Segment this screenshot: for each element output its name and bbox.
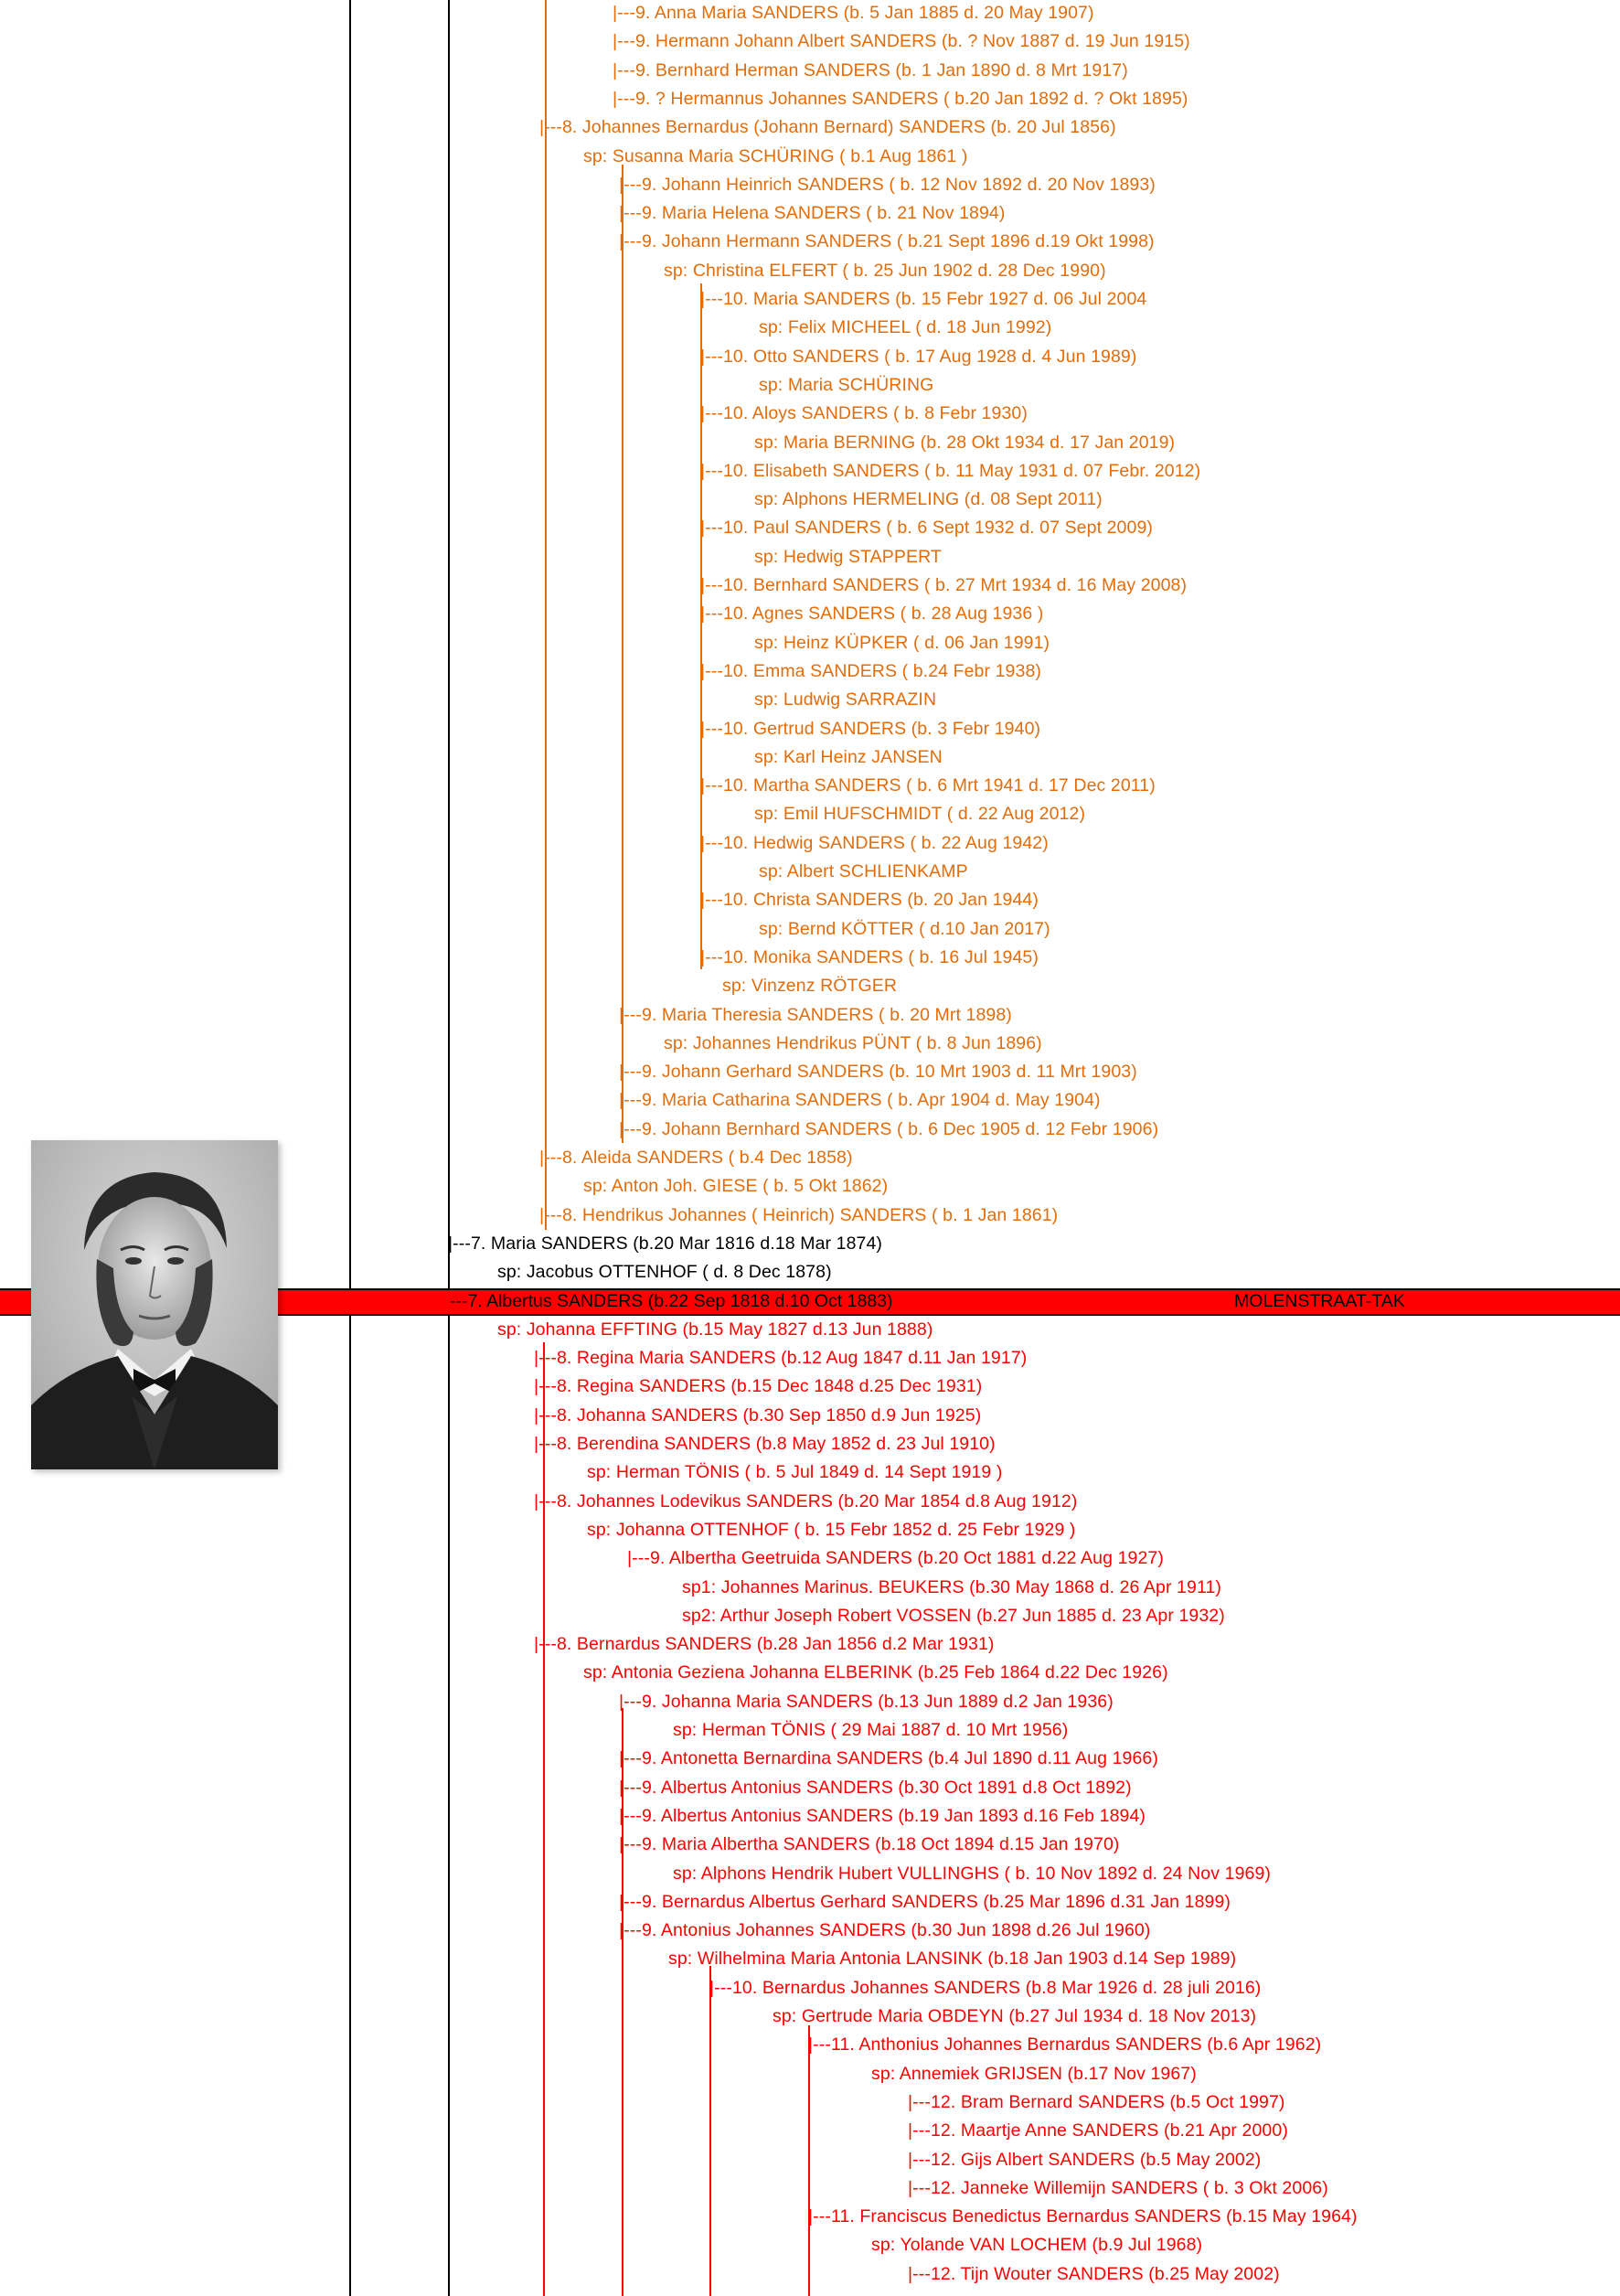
tree-entry: sp: Anton Joh. GIESE ( b. 5 Okt 1862) <box>583 1176 889 1197</box>
connector-line <box>545 0 547 1230</box>
tree-entry: |---9. Bernhard Herman SANDERS (b. 1 Jan 1890 d. 8 Mrt 1917) <box>613 59 1128 80</box>
tree-entry: |---8. Johannes Lodevikus SANDERS (b.20 Mar 1854 d.8 Aug 1912) <box>534 1490 1078 1511</box>
tree-entry: |---9. Johann Heinrich SANDERS ( b. 12 Nov 1892 d. 20 Nov 1893) <box>619 174 1156 195</box>
tree-entry: |---10. Christa SANDERS (b. 20 Jan 1944) <box>700 890 1039 911</box>
tree-entry: |---10. Bernhard SANDERS ( b. 27 Mrt 1934 d. 16 May 2008) <box>700 575 1188 595</box>
tree-entry: sp: Bernd KÖTTER ( d.10 Jan 2017) <box>759 918 1050 939</box>
connector-line <box>808 2053 810 2296</box>
tree-entry: |---9. Maria Albertha SANDERS (b.18 Oct 1894 d.15 Jan 1970) <box>619 1834 1120 1855</box>
tree-entry: sp: Ludwig SARRAZIN <box>754 689 937 710</box>
tree-line-level-5 <box>349 0 351 2296</box>
tree-entry: |---10. Gertrud SANDERS (b. 3 Febr 1940) <box>700 718 1041 739</box>
tree-entry: |---9. Anna Maria SANDERS (b. 5 Jan 1885 d. 20 May 1907) <box>613 3 1094 23</box>
tree-entry: |---10. Martha SANDERS ( b. 6 Mrt 1941 d. 17 Dec 2011) <box>700 775 1156 796</box>
tree-entry: sp: Vinzenz RÖTGER <box>722 976 898 997</box>
tree-entry: |---12. Tijn Wouter SANDERS (b.25 May 2002) <box>908 2263 1280 2284</box>
tree-entry: |---12. Maartje Anne SANDERS (b.21 Apr 2000) <box>908 2120 1288 2141</box>
tree-entry: |---9. Albertus Antonius SANDERS (b.30 Oct 1891 d.8 Oct 1892) <box>619 1777 1132 1798</box>
tree-entry: |---9. Johann Hermann SANDERS ( b.21 Sept 1896 d.19 Okt 1998) <box>619 231 1155 252</box>
highlighted-person: ---7. Albertus SANDERS (b.22 Sep 1818 d.10 Oct 1883) <box>450 1291 893 1311</box>
tree-entry: sp: Yolande VAN LOCHEM (b.9 Jul 1968) <box>871 2235 1203 2256</box>
tree-entry: |---10. Monika SANDERS ( b. 16 Jul 1945) <box>700 946 1039 967</box>
tree-entry: sp2: Arthur Joseph Robert VOSSEN (b.27 Jun 1885 d. 23 Apr 1932) <box>682 1605 1225 1626</box>
tree-entry: |---10. Emma SANDERS ( b.24 Febr 1938) <box>700 660 1041 681</box>
tree-entry: sp: Wilhelmina Maria Antonia LANSINK (b.18 Jan 1903 d.14 Sep 1989) <box>668 1949 1237 1970</box>
tree-entry: |---9. Johanna Maria SANDERS (b.13 Jun 1889 d.2 Jan 1936) <box>619 1691 1114 1712</box>
tree-entry: |---10. Agnes SANDERS ( b. 28 Aug 1936 ) <box>700 603 1044 625</box>
tree-entry: sp: Emil HUFSCHMIDT ( d. 22 Aug 2012) <box>754 804 1086 825</box>
tree-entry: |---8. Berendina SANDERS (b.8 May 1852 d. 23 Jul 1910) <box>534 1434 996 1454</box>
tree-entry: |---7. Maria SANDERS (b.20 Mar 1816 d.18 Mar 1874) <box>448 1233 882 1254</box>
tree-entry: sp: Hedwig STAPPERT <box>754 546 942 567</box>
tree-entry: |---9. Maria Theresia SANDERS ( b. 20 Mrt 1898) <box>619 1004 1012 1025</box>
tree-entry: sp: Herman TÖNIS ( b. 5 Jul 1849 d. 14 Sept 1919 ) <box>587 1462 1003 1483</box>
tree-entry: |---10. Aloys SANDERS ( b. 8 Febr 1930) <box>700 403 1028 424</box>
connector-line <box>622 165 623 1143</box>
connector-line <box>709 1966 711 2296</box>
tree-entry: sp: Maria BERNING (b. 28 Okt 1934 d. 17 Jan 2019) <box>754 432 1176 453</box>
tree-entry: |---8. Johannes Bernardus (Johann Bernard) SANDERS (b. 20 Jul 1856) <box>539 117 1116 138</box>
tree-entry: |---8. Aleida SANDERS ( b.4 Dec 1858) <box>539 1148 853 1168</box>
tree-entry: |---8. Regina Maria SANDERS (b.12 Aug 1847 d.11 Jan 1917) <box>534 1348 1028 1369</box>
tree-entry: |---9. Johann Bernhard SANDERS ( b. 6 Dec 1905 d. 12 Febr 1906) <box>619 1118 1159 1139</box>
tree-entry: |---10. Hedwig SANDERS ( b. 22 Aug 1942) <box>700 832 1049 853</box>
tree-entry: sp: Susanna Maria SCHÜRING ( b.1 Aug 1861 ) <box>583 145 968 166</box>
tree-entry: sp: Herman TÖNIS ( 29 Mai 1887 d. 10 Mrt 1956) <box>673 1720 1069 1740</box>
tree-entry: |---11. Anthonius Johannes Bernardus SANDERS (b.6 Apr 1962) <box>808 2034 1322 2056</box>
tree-entry: |---9. Hermann Johann Albert SANDERS (b. ? Nov 1887 d. 19 Jun 1915) <box>613 31 1190 52</box>
man-portrait-photo-icon <box>31 1140 278 1469</box>
tree-entry: |---9. Bernardus Albertus Gerhard SANDERS (b.25 Mar 1896 d.31 Jan 1899) <box>619 1891 1231 1912</box>
tree-entry: |---8. Hendrikus Johannes ( Heinrich) SANDERS ( b. 1 Jan 1861) <box>539 1204 1059 1225</box>
tree-entry: |---12. Gijs Albert SANDERS (b.5 May 2002) <box>908 2149 1262 2170</box>
tree-entry: sp: Alphons HERMELING (d. 08 Sept 2011) <box>754 489 1103 510</box>
tree-entry: |---12. Janneke Willemijn SANDERS ( b. 3 Okt 2006) <box>908 2177 1328 2198</box>
tree-entry: |---8. Bernardus SANDERS (b.28 Jan 1856 d.2 Mar 1931) <box>534 1634 995 1655</box>
tree-entry: sp: Felix MICHEEL ( d. 18 Jun 1992) <box>759 317 1052 338</box>
tree-entry: |---12. Bram Bernard SANDERS (b.5 Oct 1997) <box>908 2091 1285 2112</box>
tree-entry: |---8. Regina SANDERS (b.15 Dec 1848 d.25 Dec 1931) <box>534 1376 983 1397</box>
tree-entry: sp: Karl Heinz JANSEN <box>754 746 943 767</box>
tree-entry: sp: Albert SCHLIENKAMP <box>759 861 968 881</box>
tree-entry: |---9. Maria Helena SANDERS ( b. 21 Nov 1894) <box>619 203 1006 224</box>
tree-entry: |---10. Paul SANDERS ( b. 6 Sept 1932 d. 07 Sept 2009) <box>700 518 1153 539</box>
tree-entry: |---9. Antonetta Bernardina SANDERS (b.4 Jul 1890 d.11 Aug 1966) <box>619 1748 1158 1769</box>
tree-entry: sp: Heinz KÜPKER ( d. 06 Jan 1991) <box>754 632 1050 653</box>
tree-entry: |---9. Johann Gerhard SANDERS (b. 10 Mrt 1903 d. 11 Mrt 1903) <box>619 1062 1137 1083</box>
portrait-photo <box>31 1140 278 1469</box>
tree-entry: sp1: Johannes Marinus. BEUKERS (b.30 May 1868 d. 26 Apr 1911) <box>682 1576 1221 1597</box>
tree-entry: sp: Gertrude Maria OBDEYN (b.27 Jul 1934 d. 18 Nov 2013) <box>773 2006 1257 2026</box>
tree-entry: sp: Johanna EFFTING (b.15 May 1827 d.13 Jun 1888) <box>497 1319 933 1340</box>
tree-entry: |---10. Otto SANDERS ( b. 17 Aug 1928 d. 4 Jun 1989) <box>700 346 1137 367</box>
tree-entry: sp: Alphons Hendrik Hubert VULLINGHS ( b. 10 Nov 1892 d. 24 Nov 1969) <box>673 1863 1271 1884</box>
tree-entry: sp: Jacobus OTTENHOF ( d. 8 Dec 1878) <box>497 1262 832 1283</box>
tree-entry: |---9. ? Hermannus Johannes SANDERS ( b.20 Jan 1892 d. ? Okt 1895) <box>613 88 1188 109</box>
tree-entry: |---9. Albertha Geetruida SANDERS (b.20 Oct 1881 d.22 Aug 1927) <box>627 1548 1164 1569</box>
branch-tag: MOLENSTRAAT-TAK <box>1234 1291 1405 1311</box>
tree-entry: |---8. Johanna SANDERS (b.30 Sep 1850 d.9 Jun 1925) <box>534 1404 982 1426</box>
tree-entry: sp: Johannes Hendrikus PÜNT ( b. 8 Jun 1896) <box>664 1032 1042 1053</box>
tree-line-level-6 <box>448 0 450 2296</box>
tree-entry: sp: Maria SCHÜRING <box>759 374 934 395</box>
tree-entry: |---9. Antonius Johannes SANDERS (b.30 Jun 1898 d.26 Jul 1960) <box>619 1920 1151 1941</box>
connector-line <box>543 1342 545 2296</box>
tree-entry: |---9. Maria Catharina SANDERS ( b. Apr 1904 d. May 1904) <box>619 1090 1101 1111</box>
tree-entry: |---10. Elisabeth SANDERS ( b. 11 May 1931 d. 07 Febr. 2012) <box>700 460 1201 481</box>
tree-entry: |---9. Albertus Antonius SANDERS (b.19 Jan 1893 d.16 Feb 1894) <box>619 1805 1146 1826</box>
tree-entry: sp: Antonia Geziena Johanna ELBERINK (b.25 Feb 1864 d.22 Dec 1926) <box>583 1662 1168 1683</box>
tree-entry: |---10. Bernardus Johannes SANDERS (b.8 Mar 1926 d. 28 juli 2016) <box>709 1977 1262 1998</box>
tree-entry: |---11. Franciscus Benedictus Bernardus SANDERS (b.15 May 1964) <box>808 2206 1358 2227</box>
tree-entry: sp: Christina ELFERT ( b. 25 Jun 1902 d. 28 Dec 1990) <box>664 260 1106 281</box>
tree-entry: sp: Annemiek GRIJSEN (b.17 Nov 1967) <box>871 2063 1197 2084</box>
tree-entry: |---10. Maria SANDERS (b. 15 Febr 1927 d. 06 Jul 2004 <box>700 289 1147 309</box>
tree-entry: sp: Johanna OTTENHOF ( b. 15 Febr 1852 d. 25 Febr 1929 ) <box>587 1519 1076 1540</box>
